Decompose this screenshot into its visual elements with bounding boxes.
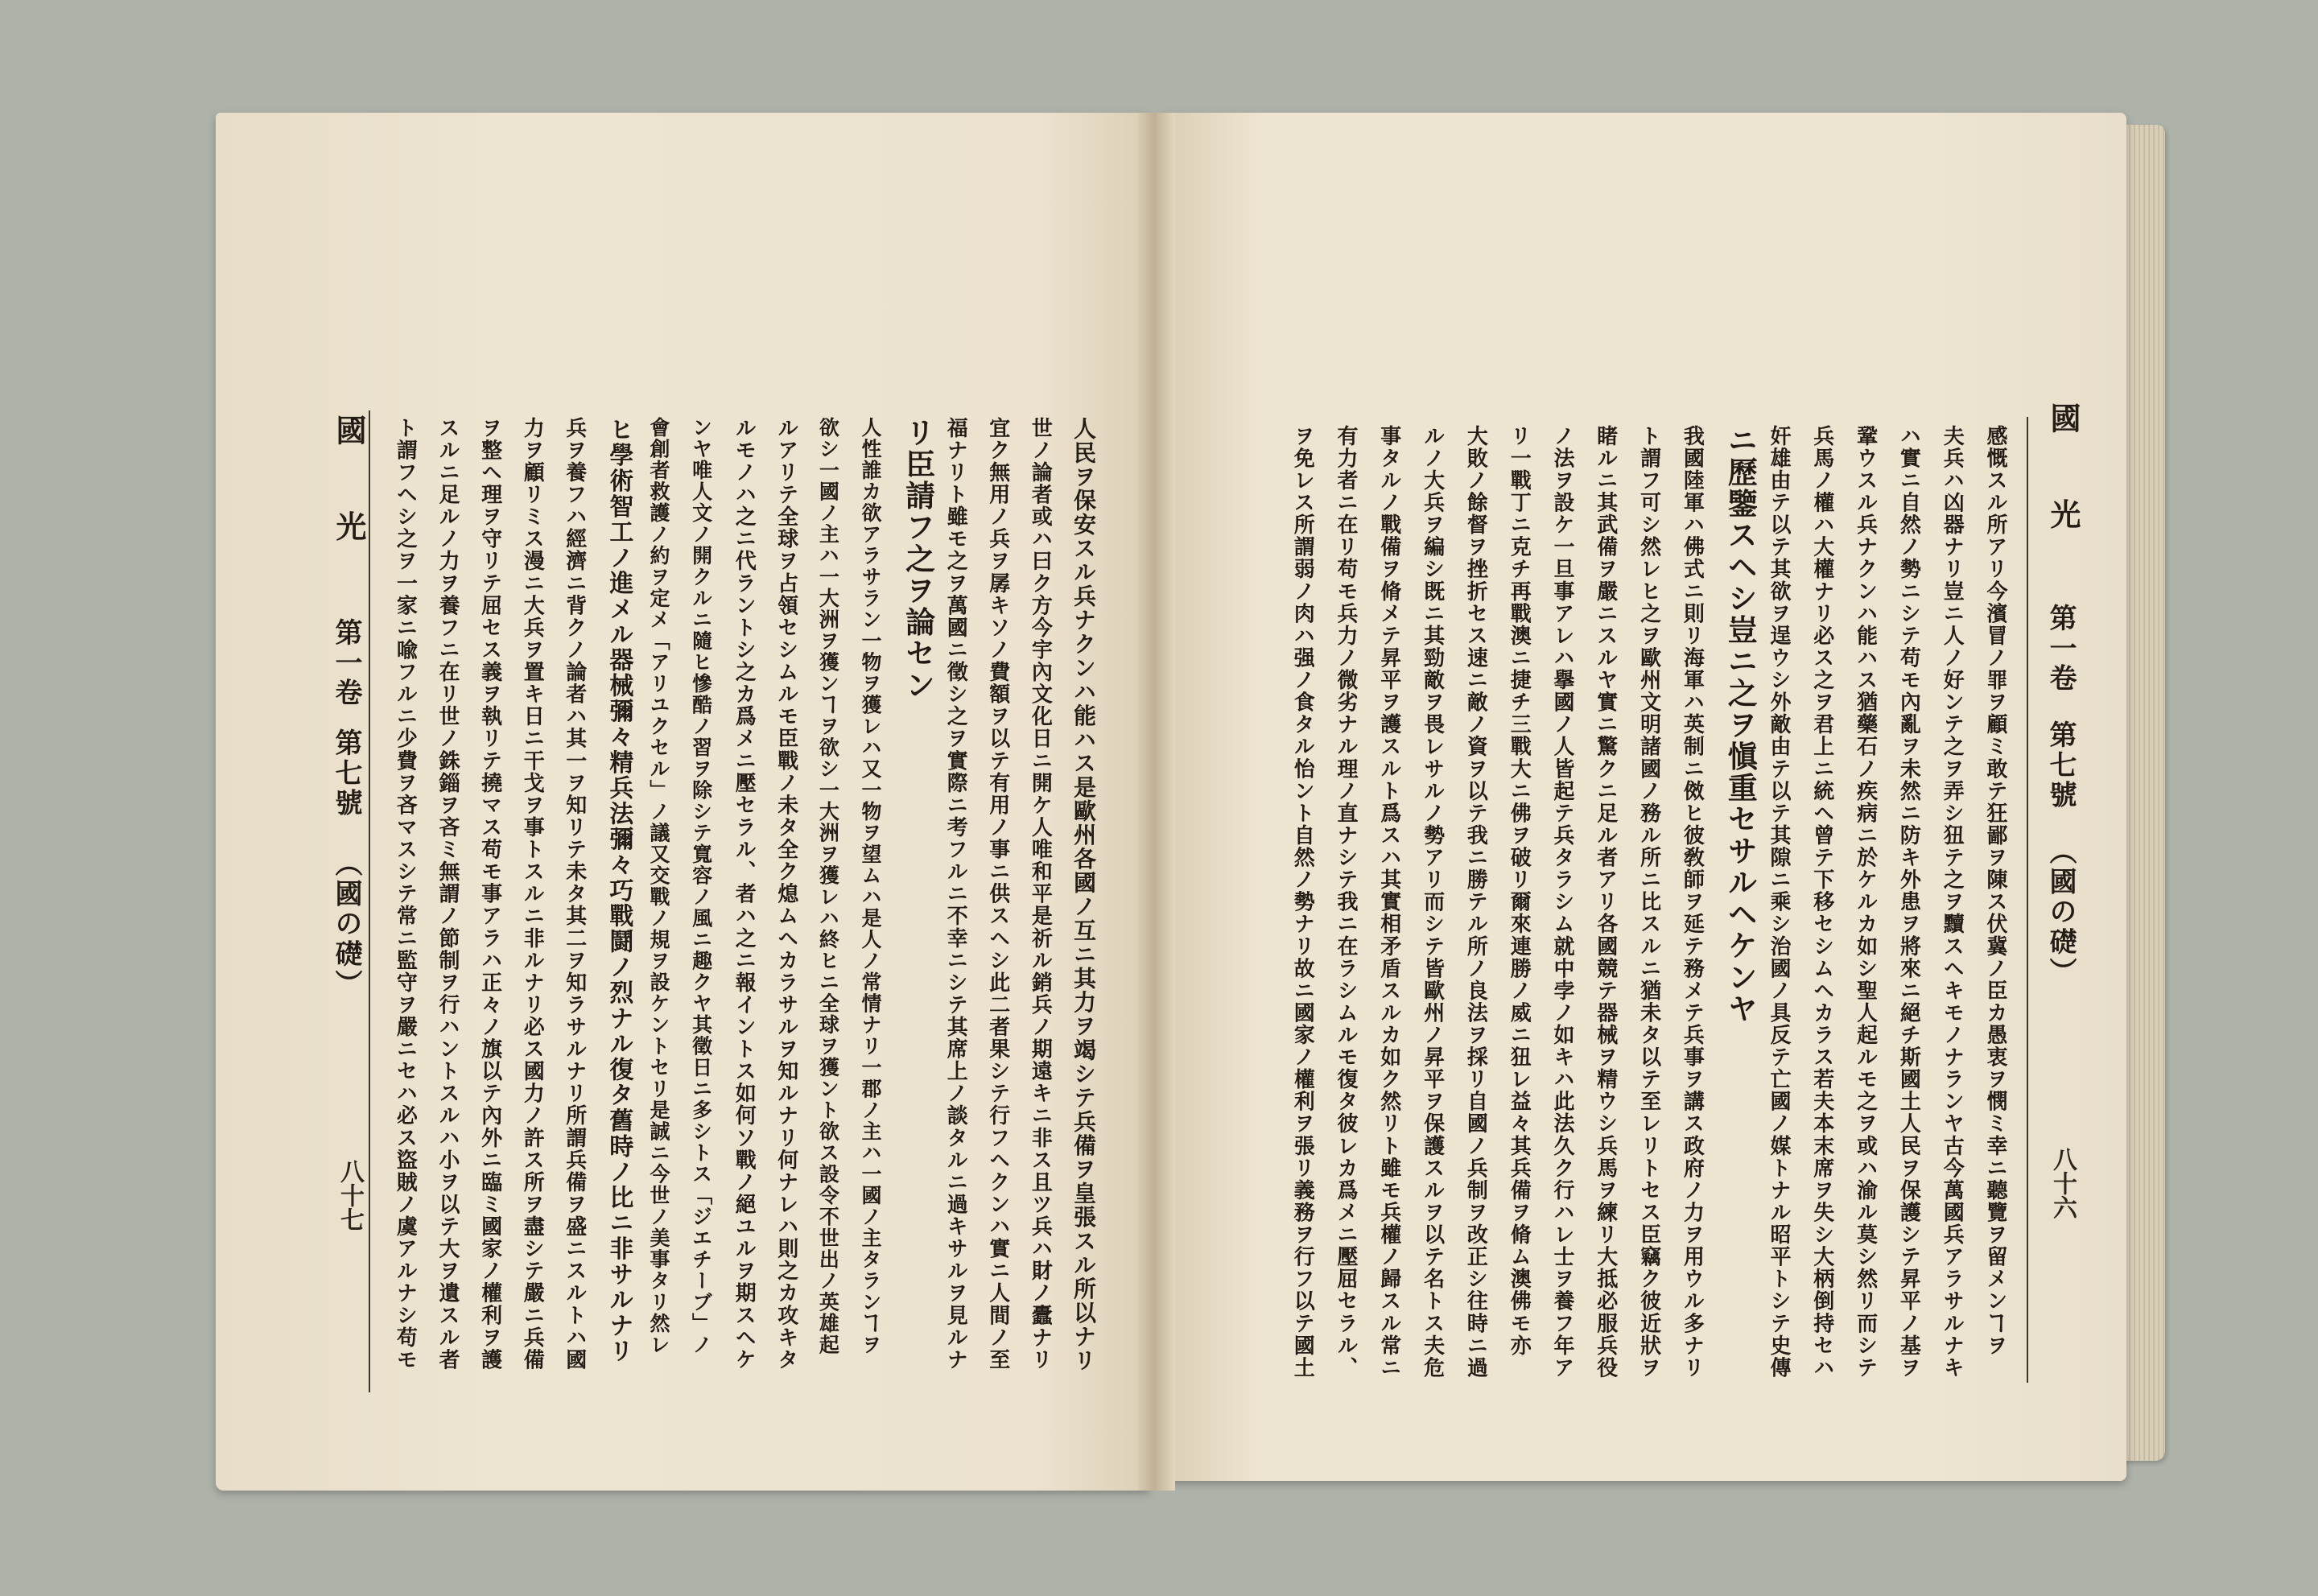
text-column: 力ヲ顧リミス漫ニ大兵ヲ置キ日ニ干戈ヲ事トスルニ非ルナリ必ス國力ノ許ス所ヲ盡シテ嚴ニ兵備 — [520, 417, 545, 1371]
text-column: ヲ整ヘ理ヲ守リテ屈セス義ヲ執リテ撓マス苟モ事アラハ正々ノ旗以テ內外ニ臨ミ國家ノ權利ヲ護 — [477, 417, 502, 1371]
text-column: ト謂フヘシ之ヲ一家ニ喩フルニ少費ヲ吝マスシテ常ニ監守ヲ嚴ニセハ必ス盜賊ノ虞アルナシ苟モ — [393, 417, 418, 1371]
text-column: 事タルノ戰備ヲ脩メテ昇平ヲ護スルト爲スハ其實相矛盾スルカ如ク然リト雖モ兵權ノ歸スル常ニ — [1376, 425, 1401, 1379]
right-page-number: 八十六 — [2048, 1147, 2077, 1219]
text-column: 睹ルニ其武備ヲ嚴ニスルヤ實ニ驚クニ足ル者アリ各國競テ器械ヲ精ウシ兵馬ヲ練リ大抵必服兵役 — [1593, 425, 1618, 1379]
text-column: 感慨スル所アリ今濱冒ノ罪ヲ顧ミ敢テ狂鄙ヲ陳ス伏冀ノ臣カ愚衷ヲ憫ミ幸ニ聽覽ヲ留メンヿヲ — [1983, 425, 2007, 1357]
text-column: ハ實ニ自然ノ勢ニシテ苟モ內亂ヲ未然ニ防キ外患ヲ將來ニ絕チ斯國土人民ヲ保護シテ昇平ノ基ヲ — [1896, 425, 1921, 1379]
text-column: ルアリテ全球ヲ占領セシムルモ臣戰ノ未タ全ク熄ムヘカラサルヲ知ルナリ何ナレハ則之カ攻キタ — [773, 417, 798, 1371]
text-column: 有力者ニ在リ苟モ兵力ノ微劣ナル理ノ直ナシテ我ニ在ラシムルモ復タ彼レカ爲メニ壓屈セラル、 — [1334, 425, 1358, 1379]
text-column: 會創者救護ノ約ヲ定メ「アリユクセル」ノ議又交戰ノ規ヲ設ケントセリ是誠ニ今世ノ美事タリ然レ — [647, 417, 670, 1355]
text-column: ニ歷鑒スヘシ豈ニ之ヲ愼重セサルヘケンヤ — [1722, 425, 1759, 1025]
text-column: 世ノ論者或ハ曰ク方今宇內文化日ニ開ケ人唯和平是祈ル銷兵ノ期遠キニ非ス且ツ兵ハ財ノ蠹ナリ — [1028, 417, 1053, 1371]
text-column: ヒ學術智工ノ進メル器械彌々精兵法彌々巧戰鬪ノ烈ナル復タ舊時ノ比ニ非サルナリ — [604, 417, 633, 1364]
right-header-title: 國 光 — [2045, 402, 2081, 557]
text-column: 兵ヲ養フハ經濟ニ背クノ論者ハ其一ヲ知リテ未タ其二ヲ知ラサルナリ所謂兵備ヲ盛ニスルトハ國 — [562, 417, 587, 1371]
left-header-article: （國の礎） — [330, 849, 362, 1000]
text-column: リ臣請フ之ヲ論セン — [900, 417, 936, 701]
text-column: 人性誰カ欲アラサラン一物ヲ獲レハ又一物ヲ望ムハ是人ノ常情ナリ一郡ノ主ハ一國ノ主タランヿヲ — [859, 417, 882, 1355]
text-column: ヲ免レス所謂弱ノ肉ハ强ノ食タル怡ント自然ノ勢ナリ故ニ國家ノ權利ヲ張リ義務ヲ行フ以テ國土 — [1290, 425, 1315, 1379]
text-column: 鞏ウスル兵ナクンハ能ハス猶藥石ノ疾病ニ於ケルカ如シ聖人起ルモ之ヲ或ハ渝ル莫シ然リ而シテ — [1853, 425, 1878, 1379]
right-page-header-rule — [2027, 417, 2028, 1383]
text-column: 夫兵ハ凶器ナリ豈ニ人ノ好ンテ之ヲ弄シ狃テ之ヲ黷スヘキモノナランヤ古今萬國兵アラサルナキ — [1940, 425, 1965, 1379]
text-column: リ一戰丁ニ克チ再戰澳ニ捷チ三戰大ニ佛ヲ破リ爾來連勝ノ威ニ狃レ益々其兵備ヲ脩ム澳佛モ亦 — [1507, 425, 1532, 1357]
left-header-title: 國 光 — [331, 414, 367, 569]
text-column: 人民ヲ保安スル兵ナクンハ能ハス是歐州各國ノ互ニ其力ヲ竭シテ兵備ヲ皇張スル所以ナリ — [1070, 417, 1097, 1373]
text-column: ルノ大兵ヲ編シ既ニ其勁敵ヲ畏レサルノ勢アリ而シテ皆歐州ノ昇平ヲ保護スルヲ以テ名トス夫危 — [1420, 425, 1445, 1379]
text-column: ルモノハ之ニ代ラントシ之カ爲メニ壓セラル、者ハ之ニ報イントス如何ソ戰ノ絕ユルヲ期スヘケ — [732, 417, 757, 1371]
text-column: スルニ足ルノ力ヲ養フニ在リ世ノ銖錙ヲ吝ミ無謂ノ節制ヲ行ハントスルハ小ヲ以テ大ヲ遺スル者 — [435, 417, 460, 1371]
text-column: 福ナリト雖モ之ヲ萬國ニ徵シ之ヲ實際ニ考フルニ不幸ニシテ其席上ノ談タルニ過キサルヲ見ルナ — [943, 417, 968, 1371]
text-column: 我國陸軍ハ佛式ニ則リ海軍ハ英制ニ傚ヒ彼敎師ヲ延テ務メテ兵事ヲ講ス政府ノ力ヲ用ウル多ナリ — [1680, 425, 1705, 1379]
text-column: 兵馬ノ權ハ大權ナリ必ス之ヲ君上ニ統ヘ曾テ下移セシムヘカラス若夫本末席ヲ失シ大柄倒持セハ — [1809, 425, 1834, 1379]
text-column: 欲シ一國ノ主ハ一大洲ヲ獲ンヿヲ欲シ一大洲ヲ獲レハ終ヒニ全球ヲ獲ント欲ス設令不世出ノ英雄起 — [816, 417, 840, 1355]
right-header-issue: 第七號 — [2044, 720, 2077, 811]
text-column: 宜ク無用ノ兵ヲ孱キソノ費額ヲ以テ有用ノ事ニ供スヘシ此二者果シテ行フヘクンハ實ニ人間ノ至 — [985, 417, 1010, 1371]
right-header-volume: 第一卷 — [2044, 604, 2077, 695]
text-column: ンヤ唯人文ノ開クルニ隨ヒ慘酷ノ習ヲ除シテ寬容ノ風ニ趣クヤ其徵日ニ多シトス「ジエチーブ」ノ — [689, 417, 713, 1355]
book-gutter — [1138, 113, 1175, 1491]
left-page-number: 八十七 — [336, 1159, 364, 1231]
text-column: 大敗ノ餘督ヲ挫折セス速ニ敵ノ資ヲ以テ我ニ勝テル所ノ良法ヲ採リ自國ノ兵制ヲ改正シ往時ニ過 — [1463, 425, 1488, 1379]
right-header-article: （國の礎） — [2044, 837, 2077, 988]
text-column: ノ法ヲ設ケ一旦事アレハ擧國ノ人皆起テ兵タラシム就中孛ノ如キハ此法久ク行ハレ士ヲ養フ年ア — [1550, 425, 1574, 1379]
text-column: ト謂フ可シ然レヒ之ヲ歐州文明諸國ノ務ル所ニ比スルニ猶未タ以テ至レリトセス臣竊ク彼近狀ヲ — [1636, 425, 1661, 1379]
text-column: 奸雄由テ以テ其欲ヲ逞ウシ外敵由テ以テ其隙ニ乘シ治國ノ具反テ亡國ノ媒トナル昭平トシテ史傳 — [1767, 425, 1791, 1379]
left-header-volume: 第一卷 — [330, 618, 362, 709]
left-header-issue: 第七號 — [330, 728, 362, 819]
